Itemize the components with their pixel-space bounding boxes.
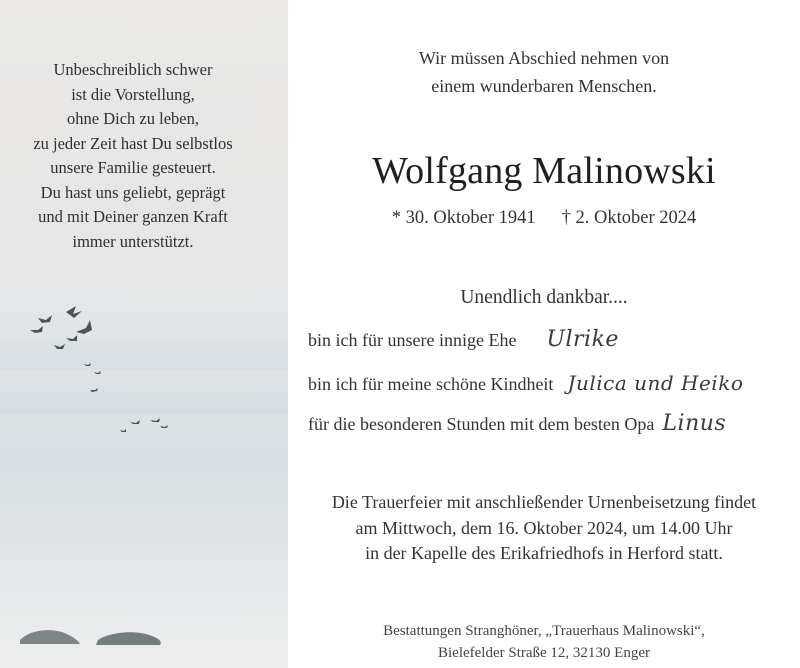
deceased-name: Wolfgang Malinowski xyxy=(372,150,716,192)
poem-line: und mit Deiner ganzen Kraft xyxy=(38,207,228,226)
poem-line: Unbeschreiblich schwer xyxy=(53,60,213,79)
notice-content xyxy=(288,0,800,668)
thanks-line xyxy=(308,327,619,353)
ceremony-line: am Mittwoch, dem 16. Oktober 2024, um 14.00 Uhr xyxy=(355,517,733,538)
thanks-text: bin ich für meine schöne Kindheit xyxy=(308,374,554,394)
thanks-heading: Unendlich dankbar.... xyxy=(460,287,628,308)
thanks-line xyxy=(308,411,726,437)
ceremony-line: in der Kapelle des Erikafriedhofs in Herford statt. xyxy=(365,543,723,563)
decorative-panel xyxy=(0,0,288,668)
island-icon xyxy=(96,632,161,645)
intro-line: Wir müssen Abschied nehmen von xyxy=(418,48,670,68)
life-dates xyxy=(288,205,800,231)
funeral-home-line: Bielefelder Straße 12, 32130 Enger xyxy=(437,645,650,661)
poem-line: unsere Familie gesteuert. xyxy=(50,158,216,177)
island-icon xyxy=(20,630,80,644)
funeral-home-info xyxy=(288,620,800,664)
ceremony-info xyxy=(288,490,800,567)
poem-line: ohne Dich zu leben, xyxy=(67,109,199,128)
birth-date: * 30. Oktober 1941 xyxy=(391,208,536,228)
poem xyxy=(0,58,266,254)
poem-line: immer unterstützt. xyxy=(72,231,194,251)
funeral-home-line: Bestattungen Stranghöner, „Trauerhaus Malinowski“, xyxy=(383,623,705,639)
thanks-text: für die besonderen Stunden mit dem besten Opa xyxy=(308,414,655,434)
thanks-text: bin ich für unsere innige Ehe xyxy=(308,330,517,350)
poem-line: ist die Vorstellung, xyxy=(71,84,195,104)
intro-line: einem wunderbaren Menschen. xyxy=(431,76,657,96)
death-date: † 2. Oktober 2024 xyxy=(561,208,697,228)
poem-line: zu jeder Zeit hast Du selbstlos xyxy=(33,133,233,153)
thanks-line xyxy=(308,370,743,397)
signature-linus: Linus xyxy=(662,411,727,436)
signature-ulrike: Ulrike xyxy=(546,327,619,352)
signature-julica-heiko: Julica und Heiko xyxy=(567,371,744,395)
ceremony-line: Die Trauerfeier mit anschließender Urnenbeisetzung findet xyxy=(331,492,757,512)
poem-line: Du hast uns geliebt, geprägt xyxy=(40,182,226,202)
intro-text xyxy=(288,44,800,100)
